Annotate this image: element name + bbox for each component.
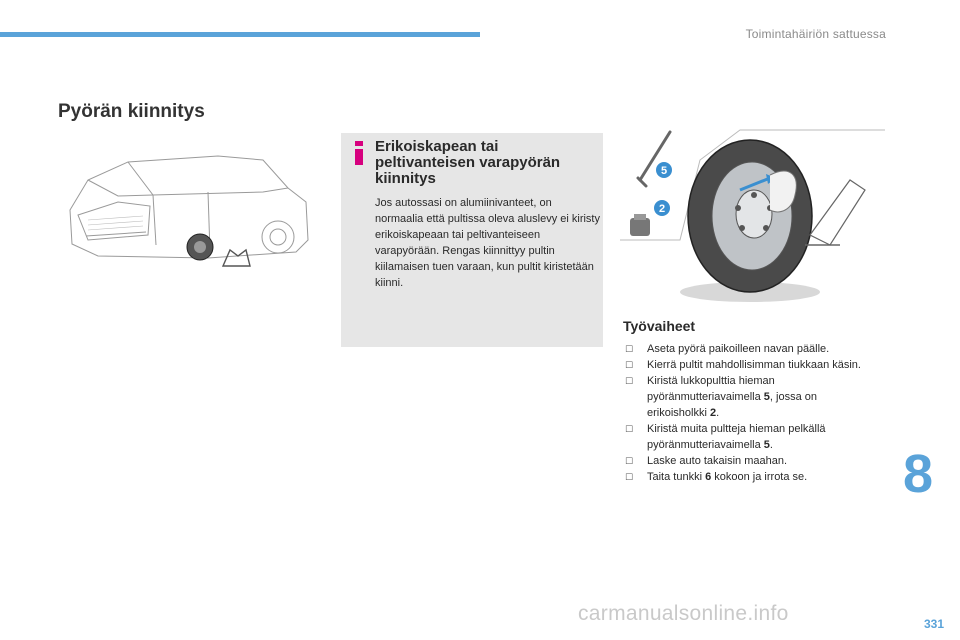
checkbox-icon: ☐ [625,456,634,466]
checkbox-icon: ☐ [625,360,634,370]
info-icon [353,141,365,165]
info-title: Erikoiskapean tai peltivanteisen varapyörän kiinnitys [375,138,561,187]
step-text: Kiristä lukkopulttia hieman pyöränmutteriavaimella [647,375,775,403]
header-accent-bar [0,32,480,37]
step-text: . [769,439,773,451]
info-text: Jos autossasi on alumiinivanteet, on normaalia että pultissa oleva aluslevy ei kiristy erikoiskapeaan tai peltivanteiseen varapyörään. Rengas kiinnittyy pultin kiilamaisen tuen varaan, kun pultit kiristetään kiinni. [375,197,600,289]
step-ref: 5 [763,439,770,451]
step-text: Taita tunkki [647,471,706,483]
steps-title: Työvaiheet [623,318,696,334]
step-text: kokoon ja irrota se. [711,471,808,483]
list-item [623,341,863,357]
list-item [623,469,863,485]
callout-socket-label: 2 [658,203,666,215]
list-item [623,421,863,453]
step-text: Laske auto takaisin maahan. [647,455,788,467]
page-number: 331 [923,617,944,631]
checkbox-icon: ☐ [625,424,634,434]
step-text: , jossa on erikoisholkki [647,391,817,419]
list-item [623,373,863,421]
checkbox-icon: ☐ [625,376,634,386]
callout-wrench-label: 5 [660,165,668,177]
checkbox-icon: ☐ [625,472,634,482]
car-illustration [58,140,318,280]
step-text: Kiristä muita pultteja hieman pelkällä pyöränmutteriavaimella [647,423,826,451]
step-ref: 2 [709,407,717,419]
page-title: Pyörän kiinnitys [58,101,205,122]
info-box [341,133,603,347]
step-text: Aseta pyörä paikoilleen navan päälle. [647,343,830,355]
checkbox-icon: ☐ [625,344,634,354]
step-ref: 6 [705,471,712,483]
step-text: Kierrä pultit mahdollisimman tiukkaan käsin. [647,359,861,371]
wheel-illustration [620,120,885,305]
chapter-number: 8 [903,444,934,504]
section-header: Toimintahäiriön sattuessa [745,27,886,41]
watermark: carmanualsonline.info [578,602,789,625]
step-ref: 5 [763,391,770,403]
list-item [623,453,863,469]
steps-list [623,341,863,485]
list-item [623,357,863,373]
step-text: . [716,407,720,419]
